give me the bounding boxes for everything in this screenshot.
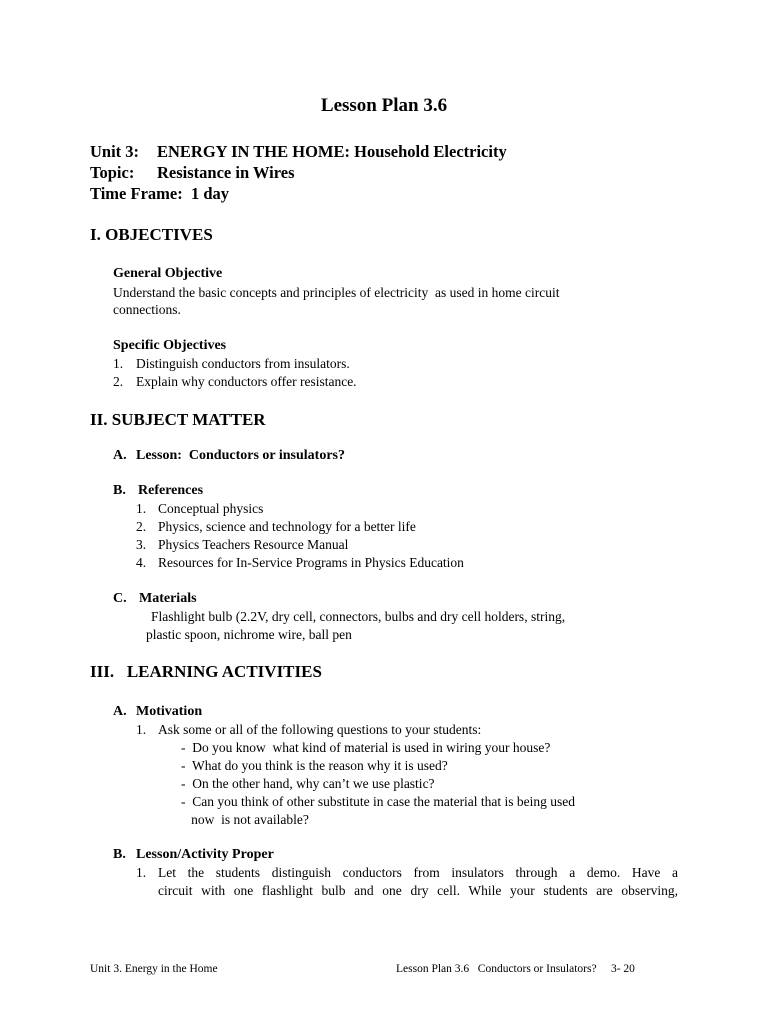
materials-label: Materials bbox=[139, 591, 197, 606]
footer-unit: Unit 3. Energy in the Home bbox=[90, 963, 218, 975]
lesson-proper-line2: circuit with one flashlight bulb and one dry cell. While your students are observing, bbox=[158, 883, 678, 898]
general-objective-line2: connections. bbox=[113, 302, 181, 317]
motivation-letter: A. bbox=[113, 704, 127, 719]
reference-num: 4. bbox=[136, 555, 147, 570]
objectives-heading: I. OBJECTIVES bbox=[90, 225, 213, 244]
motivation-item-text: Ask some or all of the following questions to your students: bbox=[158, 722, 482, 737]
specific-objective-text: Distinguish conductors from insulators. bbox=[136, 356, 350, 371]
reference-text: Physics, science and technology for a better life bbox=[158, 519, 416, 534]
specific-objectives-heading: Specific Objectives bbox=[113, 338, 227, 353]
subject-matter-heading: II. SUBJECT MATTER bbox=[90, 410, 266, 429]
lesson-proper-letter: B. bbox=[113, 847, 126, 862]
general-objective-heading: General Objective bbox=[113, 266, 223, 281]
motivation-question: - What do you think is the reason why it is used? bbox=[181, 758, 448, 773]
topic-label: Topic: bbox=[90, 163, 135, 182]
time-frame: Time Frame: 1 day bbox=[90, 184, 230, 203]
page-title: Lesson Plan 3.6 bbox=[320, 95, 448, 116]
lesson-proper-line1: Let the students distinguish conductors from insulators through a demo. Have a bbox=[158, 865, 678, 880]
specific-objective-num: 2. bbox=[113, 374, 124, 389]
lesson-letter: A. bbox=[113, 448, 127, 463]
reference-text: Resources for In-Service Programs in Physics Education bbox=[158, 555, 464, 570]
materials-line1: Flashlight bulb (2.2V, dry cell, connectors, bulbs and dry cell holders, string, bbox=[151, 609, 566, 624]
motivation-question: - On the other hand, why can’t we use plastic? bbox=[181, 776, 435, 791]
reference-text: Conceptual physics bbox=[158, 501, 264, 516]
reference-num: 3. bbox=[136, 537, 147, 552]
footer-lesson-page: Lesson Plan 3.6 Conductors or Insulators? 3- 20 bbox=[396, 963, 635, 975]
specific-objective-num: 1. bbox=[113, 356, 124, 371]
learning-activities-heading: III. LEARNING ACTIVITIES bbox=[90, 662, 322, 681]
general-objective-line1: Understand the basic concepts and principles of electricity as used in home circuit bbox=[113, 285, 560, 300]
lesson-proper-label: Lesson/Activity Proper bbox=[136, 847, 274, 862]
reference-num: 1. bbox=[136, 501, 147, 516]
lesson-title: Lesson: Conductors or insulators? bbox=[136, 448, 345, 463]
topic-value: Resistance in Wires bbox=[157, 163, 295, 182]
lesson-proper-item-num: 1. bbox=[136, 865, 147, 880]
unit-label: Unit 3: bbox=[90, 142, 140, 161]
materials-line2: plastic spoon, nichrome wire, ball pen bbox=[146, 627, 352, 642]
motivation-question: - Do you know what kind of material is used in wiring your house? bbox=[181, 740, 551, 755]
motivation-question: - Can you think of other substitute in case the material that is being used bbox=[181, 794, 576, 809]
references-letter: B. bbox=[113, 483, 126, 498]
references-label: References bbox=[138, 483, 204, 498]
unit-value: ENERGY IN THE HOME: Household Electricity bbox=[157, 142, 507, 161]
motivation-question: now is not available? bbox=[181, 812, 309, 827]
reference-num: 2. bbox=[136, 519, 147, 534]
specific-objective-text: Explain why conductors offer resistance. bbox=[136, 374, 357, 389]
motivation-label: Motivation bbox=[136, 704, 203, 719]
materials-letter: C. bbox=[113, 591, 127, 606]
motivation-item-num: 1. bbox=[136, 722, 147, 737]
reference-text: Physics Teachers Resource Manual bbox=[158, 537, 349, 552]
